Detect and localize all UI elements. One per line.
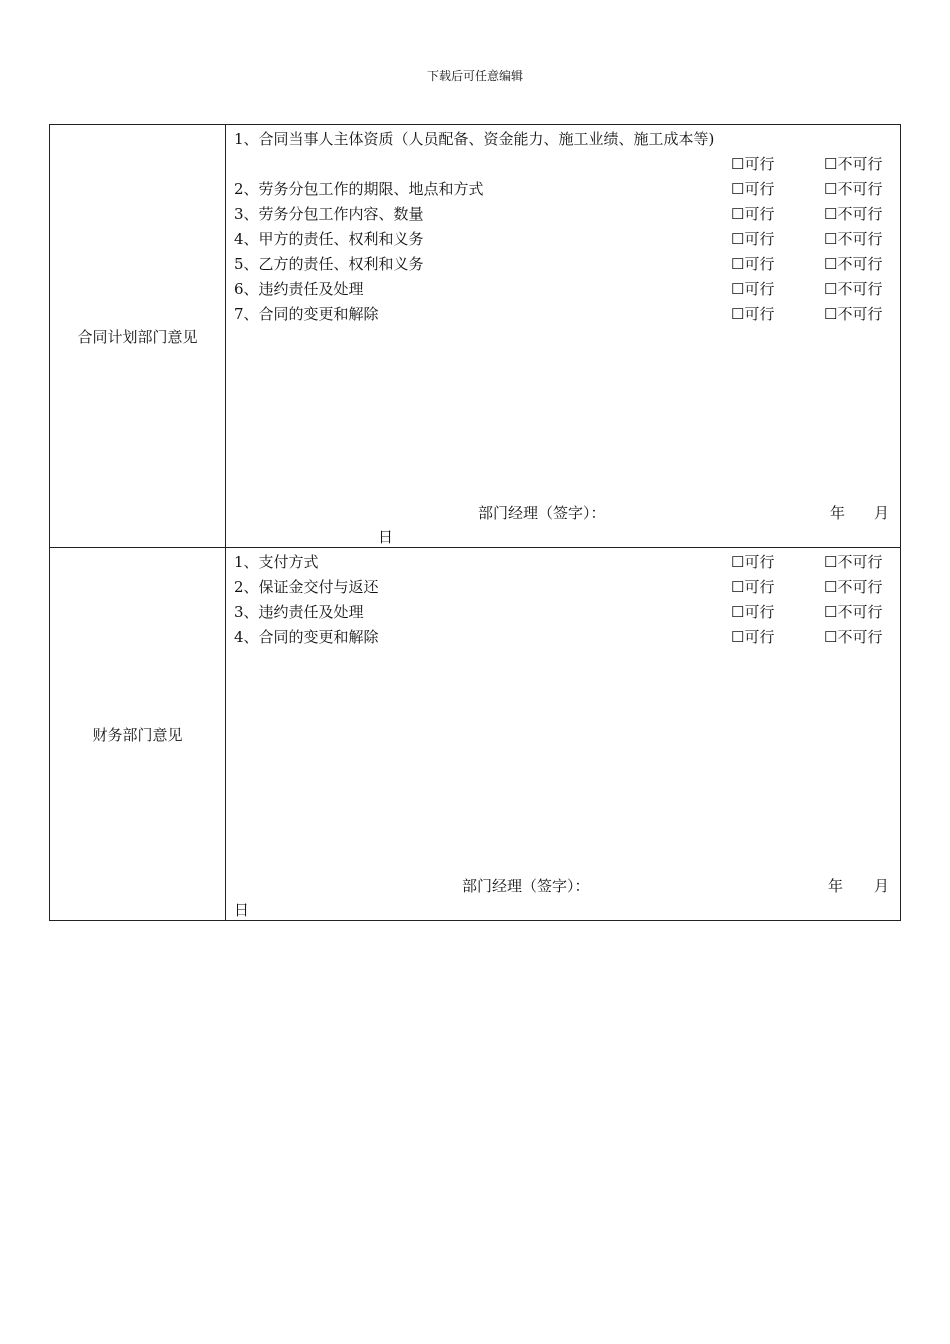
option-not-feasible-checkbox[interactable]: ☐不可行: [824, 255, 883, 273]
list-item: [234, 625, 888, 650]
month-label: 月: [874, 504, 890, 522]
option-not-feasible-checkbox[interactable]: ☐不可行: [824, 553, 883, 571]
contract-planning-row: [50, 125, 901, 548]
manager-signature-label: 部门经理（签字）：: [462, 877, 590, 895]
item-text: 7、合同的变更和解除: [234, 305, 379, 323]
option-feasible-checkbox[interactable]: ☐可行: [731, 205, 775, 223]
option-feasible-checkbox[interactable]: ☐可行: [731, 305, 775, 323]
item-text: 2、劳务分包工作的期限、地点和方式: [234, 180, 484, 198]
option-not-feasible-checkbox[interactable]: ☐不可行: [824, 205, 883, 223]
contract-planning-items: [234, 127, 888, 327]
option-not-feasible-checkbox[interactable]: ☐不可行: [824, 280, 883, 298]
item-text: 3、劳务分包工作内容、数量: [234, 205, 424, 223]
list-item: [234, 252, 888, 277]
item-text: 1、合同当事人主体资质（人员配备、资金能力、施工业绩、施工成本等): [234, 130, 715, 148]
option-not-feasible-checkbox[interactable]: ☐不可行: [824, 230, 883, 248]
option-not-feasible-checkbox[interactable]: ☐不可行: [824, 180, 883, 198]
list-item: [234, 575, 888, 600]
finance-content: [226, 548, 901, 921]
option-feasible-checkbox[interactable]: ☐可行: [731, 280, 775, 298]
day-label: 日: [378, 528, 394, 546]
option-feasible-checkbox[interactable]: ☐可行: [731, 230, 775, 248]
option-feasible-checkbox[interactable]: ☐可行: [731, 180, 775, 198]
year-label: 年: [828, 877, 844, 895]
list-item: [234, 177, 888, 202]
manager-signature-label: 部门经理（签字）：: [478, 504, 606, 522]
option-feasible-checkbox[interactable]: ☐可行: [731, 553, 775, 571]
item-text: 1、支付方式: [234, 553, 319, 571]
option-not-feasible-checkbox[interactable]: ☐不可行: [824, 155, 883, 173]
finance-row: [50, 548, 901, 921]
header-note: 下载后可任意编辑: [426, 69, 523, 83]
item-text: 3、违约责任及处理: [234, 603, 364, 621]
list-item: [234, 600, 888, 625]
list-item: [234, 550, 888, 575]
contract-planning-label: 合同计划部门意见: [50, 125, 226, 548]
month-label: 月: [874, 877, 890, 895]
item-text: 2、保证金交付与返还: [234, 578, 379, 596]
finance-label: 财务部门意见: [50, 548, 226, 921]
contract-planning-content: [226, 125, 901, 548]
option-not-feasible-checkbox[interactable]: ☐不可行: [824, 305, 883, 323]
list-item: [234, 152, 888, 177]
list-item: [234, 202, 888, 227]
item-text: 5、乙方的责任、权利和义务: [234, 255, 424, 273]
approval-form-table: [49, 124, 901, 921]
option-feasible-checkbox[interactable]: ☐可行: [731, 578, 775, 596]
day-label: 日: [234, 901, 250, 919]
item-text: 4、甲方的责任、权利和义务: [234, 230, 424, 248]
option-not-feasible-checkbox[interactable]: ☐不可行: [824, 628, 883, 646]
option-not-feasible-checkbox[interactable]: ☐不可行: [824, 603, 883, 621]
item-text: 6、违约责任及处理: [234, 280, 364, 298]
year-label: 年: [830, 504, 846, 522]
option-feasible-checkbox[interactable]: ☐可行: [731, 628, 775, 646]
option-feasible-checkbox[interactable]: ☐可行: [731, 255, 775, 273]
list-item: [234, 302, 888, 327]
finance-items: [234, 550, 888, 650]
list-item: [234, 227, 888, 252]
option-not-feasible-checkbox[interactable]: ☐不可行: [824, 578, 883, 596]
list-item: [234, 127, 888, 152]
list-item: [234, 277, 888, 302]
option-feasible-checkbox[interactable]: ☐可行: [731, 155, 775, 173]
option-feasible-checkbox[interactable]: ☐可行: [731, 603, 775, 621]
item-text: 4、合同的变更和解除: [234, 628, 379, 646]
